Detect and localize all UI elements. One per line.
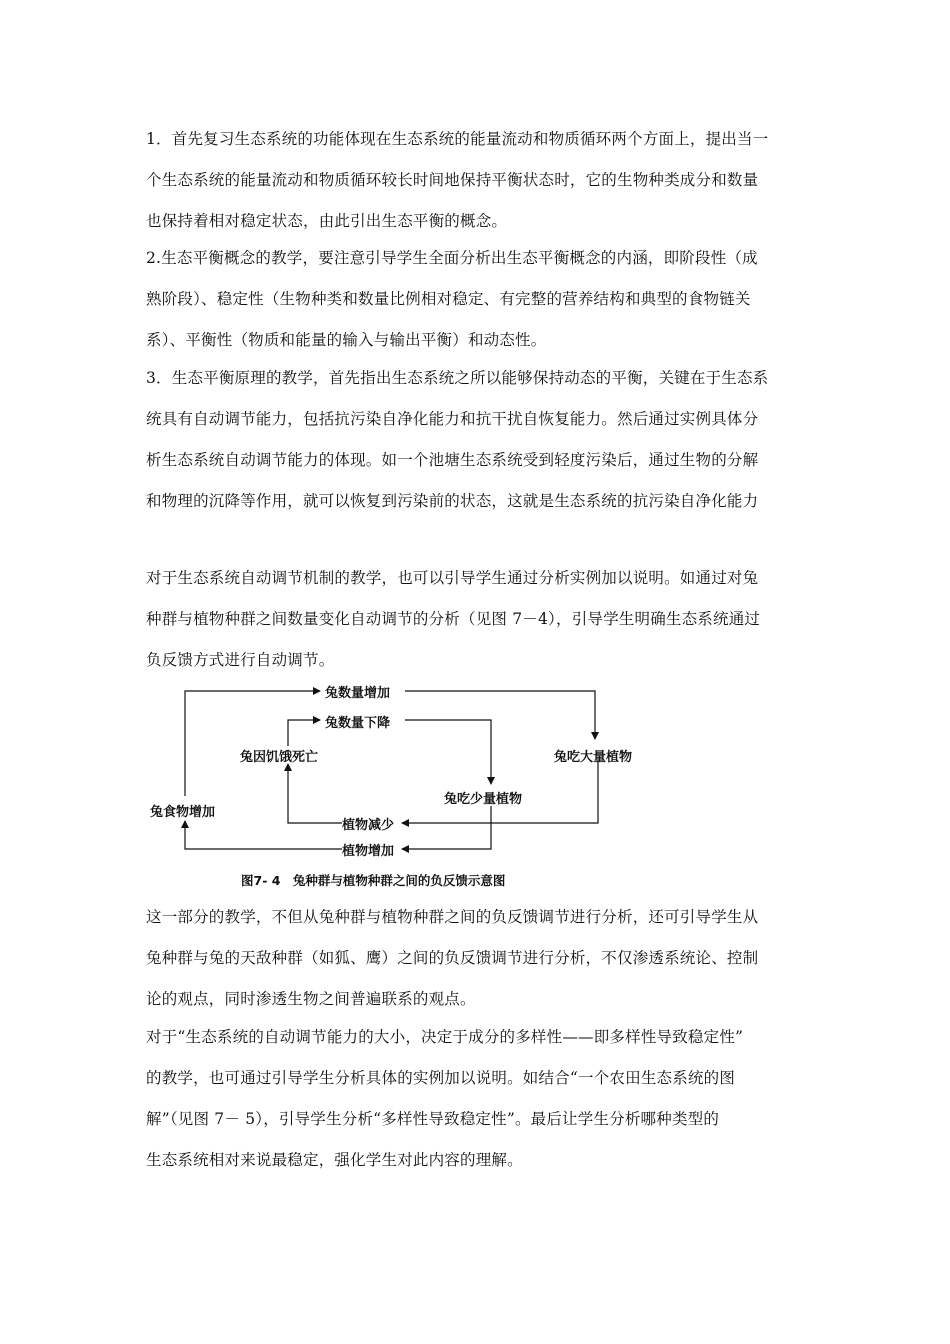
- text-line: 3．生态平衡原理的教学，首先指出生态系统之所以能够保持动态的平衡，关键在于生态系: [146, 369, 769, 387]
- label-plants-decrease: 植物减少: [342, 818, 395, 833]
- text-line: 也保持着相对稳定状态，由此引出生态平衡的概念。: [146, 212, 508, 230]
- text-line: 1．首先复习生态系统的功能体现在生态系统的能量流动和物质循环两个方面上，提出当一: [146, 130, 769, 148]
- text-line: 对于生态系统自动调节机制的教学，也可以引导学生通过分析实例加以说明。如通过对兔: [146, 569, 759, 587]
- feedback-diagram: [130, 676, 670, 861]
- diagram-arrows: [130, 676, 670, 861]
- text-line: 种群与植物种群之间数量变化自动调节的分析（见图 7－4），引导学生明确生态系统通过: [146, 610, 761, 628]
- label-rabbit-eat-much: 兔吃大量植物: [554, 750, 633, 765]
- text-line: 个生态系统的能量流动和物质循环较长时间地保持平衡状态时，它的生物种类成分和数量: [146, 171, 759, 189]
- text-line: 负反馈方式进行自动调节。: [146, 651, 335, 669]
- text-line: 论的观点，同时渗透生物之间普遍联系的观点。: [146, 990, 476, 1008]
- label-rabbit-food-increase: 兔食物增加: [150, 805, 216, 820]
- label-rabbit-starve: 兔因饥饿死亡: [240, 750, 319, 765]
- label-plants-increase: 植物增加: [342, 844, 395, 859]
- text-line: 熟阶段）、稳定性（生物种类和数量比例相对稳定、有完整的营养结构和典型的食物链关: [146, 290, 751, 308]
- text-line: 2.生态平衡概念的教学，要注意引导学生全面分析出生态平衡概念的内涵，即阶段性（成: [146, 249, 758, 267]
- text-line: 兔种群与兔的天敌种群（如狐、鹰）之间的负反馈调节进行分析，不仅渗透系统论、控制: [146, 949, 759, 967]
- text-line: 统具有自动调节能力，包括抗污染自净化能力和抗干扰自恢复能力。然后通过实例具体分: [146, 410, 759, 428]
- label-rabbit-decrease: 兔数量下降: [325, 716, 391, 731]
- text-line: 生态系统相对来说最稳定，强化学生对此内容的理解。: [146, 1151, 523, 1169]
- label-rabbit-increase: 兔数量增加: [325, 686, 391, 701]
- text-line: 系）、平衡性（物质和能量的输入与输出平衡）和动态性。: [146, 331, 547, 349]
- text-line: 对于“生态系统的自动调节能力的大小，决定于成分的多样性——即多样性导致稳定性”: [146, 1028, 744, 1046]
- text-line: 和物理的沉降等作用，就可以恢复到污染前的状态，这就是生态系统的抗污染自净化能力: [146, 492, 759, 510]
- figure-caption: 图7- 4 兔种群与植物种群之间的负反馈示意图: [241, 873, 506, 888]
- text-line: 解”（见图 7－ 5），引导学生分析“多样性导致稳定性”。最后让学生分析哪种类型的: [146, 1110, 720, 1128]
- text-line: 的教学，也可通过引导学生分析具体的实例加以说明。如结合“一个农田生态系统的图: [146, 1069, 736, 1087]
- text-line: 析生态系统自动调节能力的体现。如一个池塘生态系统受到轻度污染后，通过生物的分解: [146, 451, 759, 469]
- label-rabbit-eat-little: 兔吃少量植物: [444, 792, 523, 807]
- text-line: 这一部分的教学，不但从兔种群与植物种群之间的负反馈调节进行分析，还可引导学生从: [146, 908, 759, 926]
